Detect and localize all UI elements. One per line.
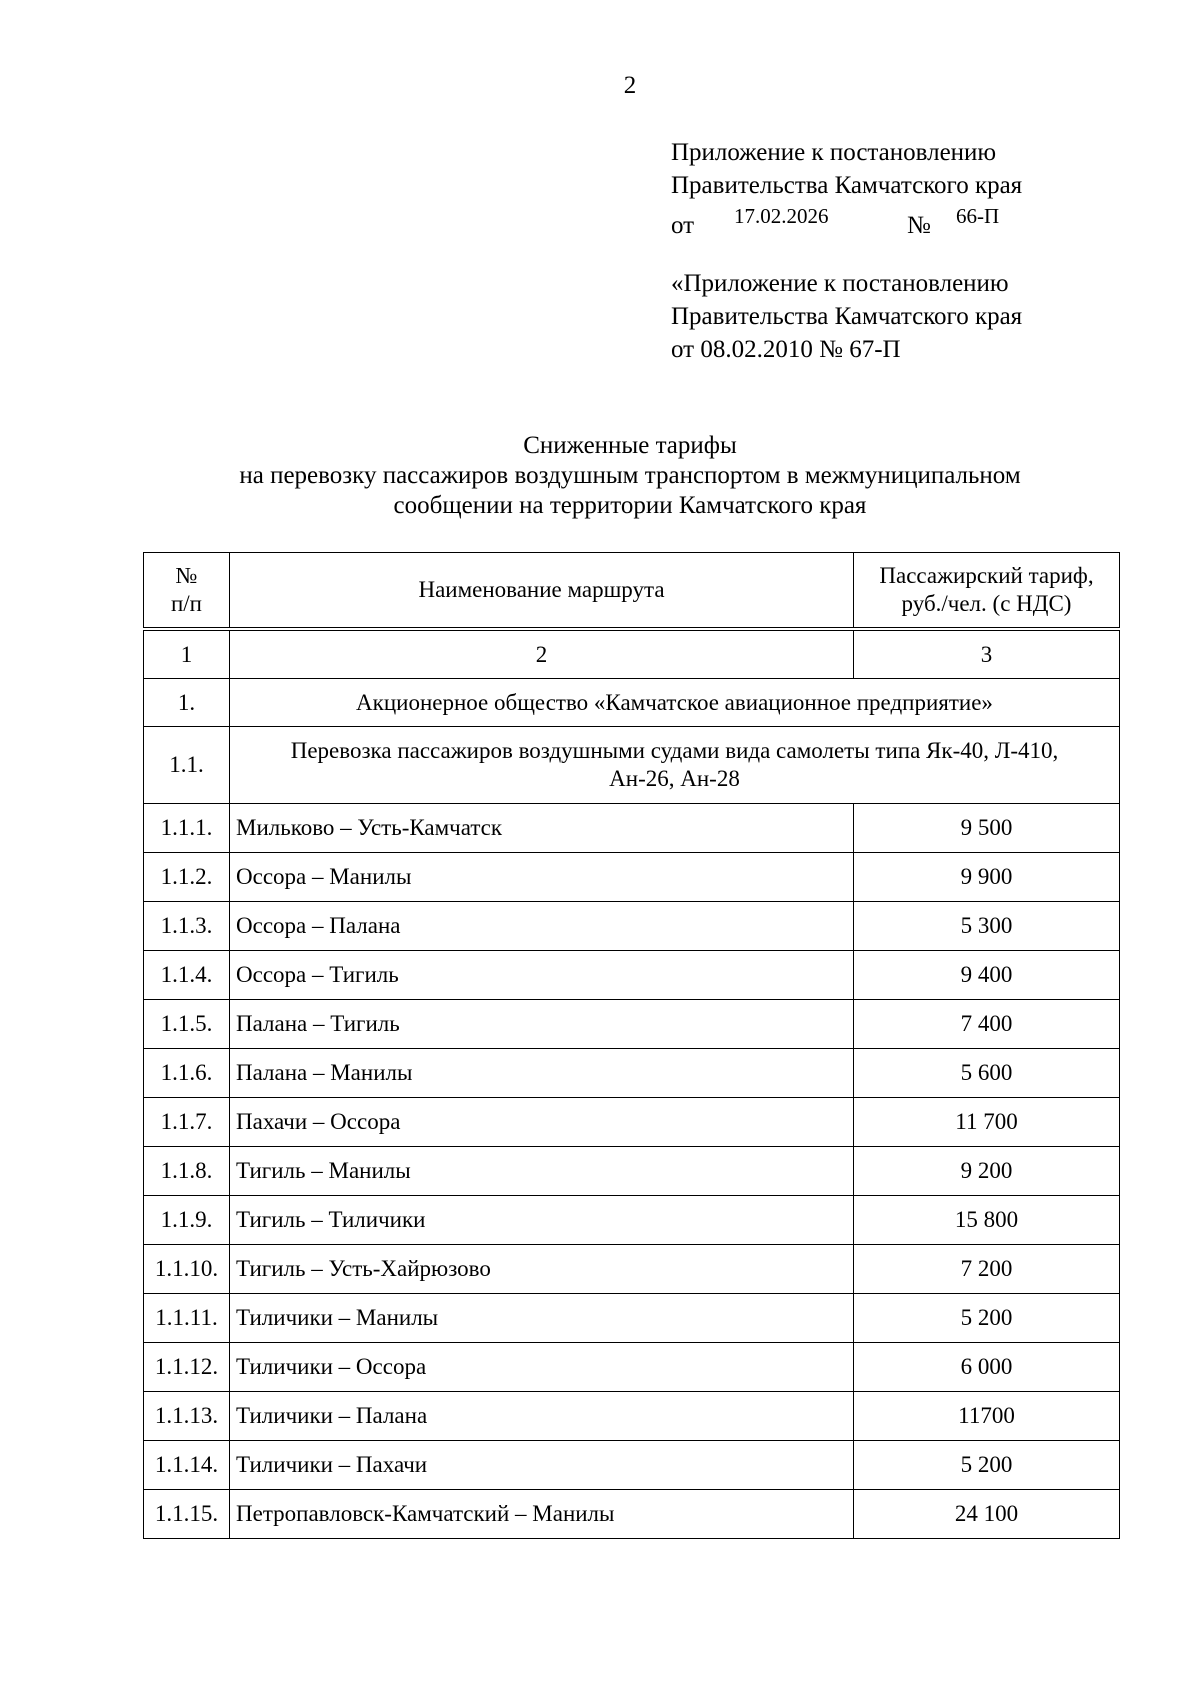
header-fare-line2: руб./чел. (с НДС): [901, 591, 1072, 616]
table-row: [144, 1392, 1120, 1441]
row-num: 1.1.7.: [144, 1098, 230, 1147]
row-num: 1.1.5.: [144, 1000, 230, 1049]
subsection-name: [230, 727, 1120, 804]
row-route: Палана – Манилы: [230, 1049, 854, 1098]
row-route: Оссора – Тигиль: [230, 951, 854, 1000]
row-num: 1.1.2.: [144, 853, 230, 902]
row-num: 1.1.12.: [144, 1343, 230, 1392]
title-line3: сообщении на территории Камчатского края: [393, 492, 867, 519]
row-num: 1.1.8.: [144, 1147, 230, 1196]
row-route: Петропавловск-Камчатский – Манилы: [230, 1490, 854, 1539]
header-fare-line1: Пассажирский тариф,: [879, 563, 1094, 588]
appendix-date-line: [671, 202, 1022, 239]
subsection-line1: Перевозка пассажиров воздушными судами вида самолеты типа Як-40, Л-410,: [290, 738, 1059, 763]
row-route: Тиличики – Манилы: [230, 1294, 854, 1343]
row-fare: 9 900: [854, 853, 1120, 902]
row-fare: 15 800: [854, 1196, 1120, 1245]
row-num: 1.1.4.: [144, 951, 230, 1000]
organization-row: [144, 679, 1120, 727]
row-fare: 11700: [854, 1392, 1120, 1441]
table-row: [144, 1343, 1120, 1392]
subsection-line2: Ан-26, Ан-28: [609, 766, 740, 791]
table-row: [144, 1441, 1120, 1490]
row-num: 1.1.3.: [144, 902, 230, 951]
row-route: Пахачи – Оссора: [230, 1098, 854, 1147]
row-num: 1.1.14.: [144, 1441, 230, 1490]
appendix-current-line2: Правительства Камчатского края: [671, 172, 1023, 199]
row-route: Тигиль – Тиличики: [230, 1196, 854, 1245]
column-index-row: [144, 629, 1120, 679]
table-row: [144, 1490, 1120, 1539]
table-row: [144, 902, 1120, 951]
row-route: Оссора – Палана: [230, 902, 854, 951]
header-route: Наименование маршрута: [230, 553, 854, 630]
subsection-row: [144, 727, 1120, 804]
header-num-line2: п/п: [170, 591, 202, 616]
table-row: [144, 1049, 1120, 1098]
column-index-1: 1: [144, 629, 230, 679]
row-num: 1.1.6.: [144, 1049, 230, 1098]
appendix-original-line3: от 08.02.2010 № 67-П: [671, 336, 901, 363]
row-fare: 9 200: [854, 1147, 1120, 1196]
row-num: 1.1.15.: [144, 1490, 230, 1539]
document-title: [0, 431, 1200, 521]
appendix-original-line1: «Приложение к постановлению: [671, 270, 1009, 297]
row-route: Оссора – Манилы: [230, 853, 854, 902]
row-fare: 5 300: [854, 902, 1120, 951]
row-num: 1.1.13.: [144, 1392, 230, 1441]
row-fare: 5 600: [854, 1049, 1120, 1098]
table-header-row: [144, 553, 1120, 630]
header-num: [144, 553, 230, 630]
row-num: 1.1.9.: [144, 1196, 230, 1245]
column-index-2: 2: [230, 629, 854, 679]
row-fare: 24 100: [854, 1490, 1120, 1539]
table-row: [144, 1294, 1120, 1343]
table-row: [144, 1245, 1120, 1294]
row-fare: 9 500: [854, 804, 1120, 853]
appendix-current-line1: Приложение к постановлению: [671, 139, 997, 166]
table-row: [144, 1147, 1120, 1196]
header-num-line1: №: [175, 563, 198, 588]
page-number: 2: [623, 72, 637, 99]
row-route: Тигиль – Манилы: [230, 1147, 854, 1196]
subsection-num: 1.1.: [144, 727, 230, 804]
title-line1: Сниженные тарифы: [523, 432, 737, 459]
table-row: [144, 1196, 1120, 1245]
row-route: Тиличики – Палана: [230, 1392, 854, 1441]
resolution-number: 66-П: [956, 204, 1000, 228]
table-row: [144, 951, 1120, 1000]
row-route: Тиличики – Оссора: [230, 1343, 854, 1392]
tariff-table: [143, 552, 1120, 1539]
label-from: от: [671, 212, 695, 239]
row-route: Тиличики – Пахачи: [230, 1441, 854, 1490]
row-route: Мильково – Усть-Камчатск: [230, 804, 854, 853]
appendix-original: [671, 267, 1022, 366]
row-fare: 11 700: [854, 1098, 1120, 1147]
row-num: 1.1.11.: [144, 1294, 230, 1343]
row-fare: 7 200: [854, 1245, 1120, 1294]
header-fare: [854, 553, 1120, 630]
table-row: [144, 804, 1120, 853]
row-fare: 9 400: [854, 951, 1120, 1000]
table-row: [144, 1098, 1120, 1147]
row-num: 1.1.10.: [144, 1245, 230, 1294]
row-fare: 7 400: [854, 1000, 1120, 1049]
row-num: 1.1.1.: [144, 804, 230, 853]
label-number: №: [907, 212, 931, 239]
table-row: [144, 1000, 1120, 1049]
appendix-original-line2: Правительства Камчатского края: [671, 303, 1023, 330]
organization-num: 1.: [144, 679, 230, 727]
appendix-current: [671, 136, 1023, 239]
resolution-date: 17.02.2026: [734, 204, 829, 228]
row-route: Палана – Тигиль: [230, 1000, 854, 1049]
row-fare: 6 000: [854, 1343, 1120, 1392]
row-route: Тигиль – Усть-Хайрюзово: [230, 1245, 854, 1294]
table-row: [144, 853, 1120, 902]
title-line2: на перевозку пассажиров воздушным транспортом в межмуниципальном: [239, 462, 1021, 489]
column-index-3: 3: [854, 629, 1120, 679]
row-fare: 5 200: [854, 1294, 1120, 1343]
row-fare: 5 200: [854, 1441, 1120, 1490]
organization-name: Акционерное общество «Камчатское авиационное предприятие»: [230, 679, 1120, 727]
